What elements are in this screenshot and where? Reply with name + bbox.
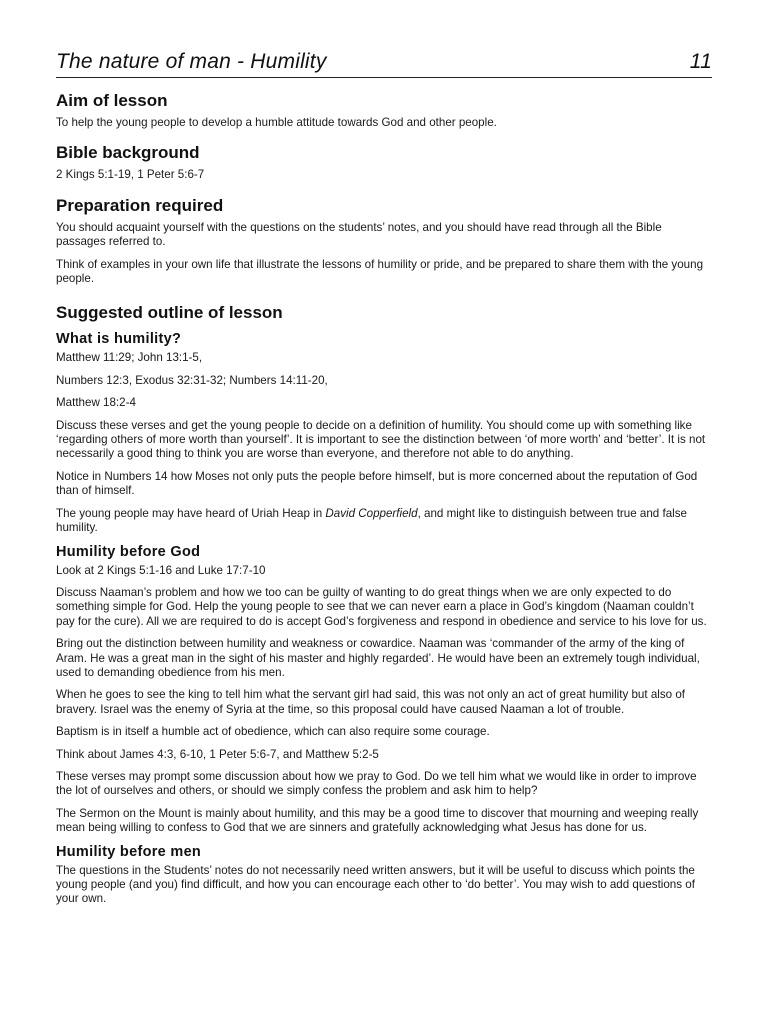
body-paragraph: Look at 2 Kings 5:1-16 and Luke 17:7-10 [56,563,266,577]
page-number: 11 [689,50,712,73]
page-header [56,50,712,78]
book-title: David Copperfield [325,506,418,520]
uriah-text-end: , and might like to distinguish between true and false humility. [56,506,687,535]
scripture-reference: Matthew 18:2-4 [56,396,136,410]
outline-section [56,303,712,906]
background-text: 2 Kings 5:1-19, 1 Peter 5:6-7 [56,168,205,182]
body-paragraph: The questions in the Students’ notes do not necessarily need written answers, but it will be useful to discuss which points the young people (and you) find difficult, and how you can encourage each other to ‘do better’. You may wish to add questions of your own. [56,863,695,906]
background-section [56,143,712,182]
preparation-paragraph: You should acquaint yourself with the questions on the students’ notes, and you should have read through all the Bible passages referred to. [56,220,662,249]
humility-before-men-heading: Humility before men [56,843,202,860]
body-paragraph: Think about James 4:3, 6-10, 1 Peter 5:6-7, and Matthew 5:2-5 [56,747,379,761]
uriah-heap-paragraph [56,507,712,536]
body-paragraph: When he goes to see the king to tell him what the servant girl had said, this was not only an act of great humility but also of bravery. Israel was the enemy of Syria at the time, so this proposal could have caused Naaman a lot of trouble. [56,688,685,716]
aim-text: To help the young people to develop a humble attitude towards God and other people. [56,116,497,129]
body-paragraph: Discuss Naaman’s problem and how we too can be guilty of wanting to do great things when we are only expected to do something simple for God. Help the young people to see that we can never earn a place in God’s kingdom (Naaman couldn’t pay for the cure). All we are required to do is accept God’s forgiveness and respond in obedience and service to his love for us. [56,585,707,628]
humility-before-god-heading: Humility before God [56,543,201,560]
outline-heading: Suggested outline of lesson [56,303,283,323]
aim-section [56,91,712,130]
body-paragraph: Baptism is in itself a humble act of obedience, which can also require some courage. [56,725,490,739]
body-paragraph: These verses may prompt some discussion about how we pray to God. Do we tell him what we would like in order to improve the lot of ourselves and others, or should we simply confess the problem and ask him to help? [56,769,697,798]
body-paragraph: Bring out the distinction between humility and weakness or cowardice. Naaman was ‘commander of the army of the king of Aram. He was a great man in the sight of his master and highly regarded’. He would have been an extremely tough individual, used to demanding obedience from his men. [56,637,700,679]
scripture-reference: Numbers 12:3, Exodus 32:31-32; Numbers 14:11-20, [56,373,328,387]
body-paragraph: Notice in Numbers 14 how Moses not only puts the people before himself, but is more concerned about the reputation of God than of himself. [56,469,698,498]
page-title: The nature of man - Humility [56,50,327,73]
preparation-paragraph: Think of examples in your own life that illustrate the lessons of humility or pride, and be prepared to share them with the young people. [56,257,704,286]
body-paragraph: The Sermon on the Mount is mainly about humility, and this may be a good time to discover that mourning and weeping really mean being willing to confess to God that we are sinners and gratefully acknowledging what Jesus has done for us. [56,806,699,835]
body-paragraph: Discuss these verses and get the young people to decide on a definition of humility. You should come up with something like ‘regarding others of more worth than yourself’. It is important to see the distinction between ‘of more worth’ and ‘better’. It is not necessarily a good thing to think you are worse than everyone, and therefore not able to do anything. [56,418,706,461]
scripture-reference: Matthew 11:29; John 13:1-5, [56,351,203,365]
uriah-text-start: The young people may have heard of Uriah Heap in [56,506,326,520]
preparation-heading: Preparation required [56,195,224,215]
background-heading: Bible background [56,143,200,163]
preparation-section [56,196,712,287]
aim-heading: Aim of lesson [56,91,168,110]
what-is-humility-heading: What is humility? [56,331,182,348]
